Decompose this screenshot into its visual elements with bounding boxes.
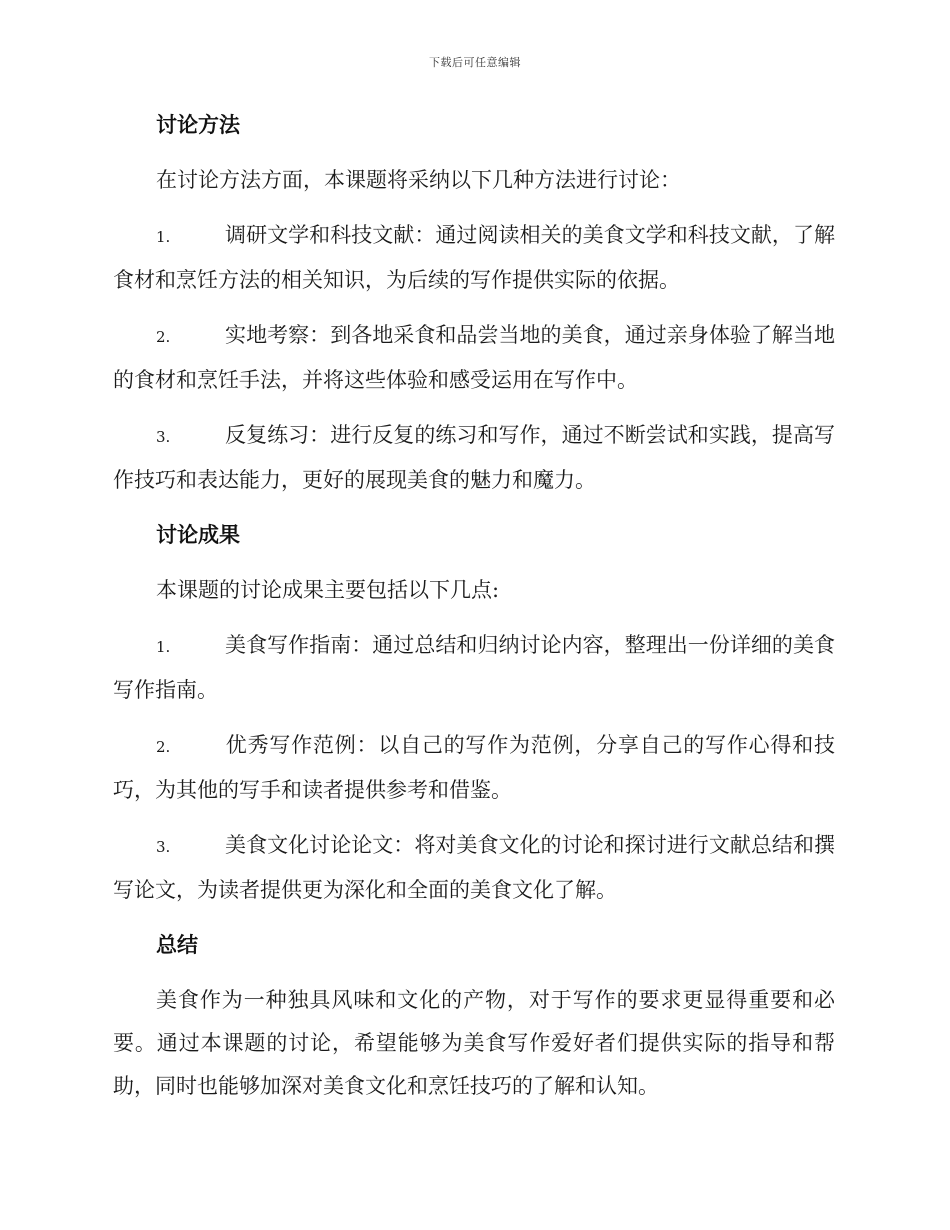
list-item-text: 美食写作指南：通过总结和归纳讨论内容，整理出一份详细的美食写作指南。 <box>113 633 835 702</box>
list-item-number: 2. <box>156 738 171 756</box>
section-heading: 总结 <box>156 933 198 957</box>
section-summary <box>113 924 835 1108</box>
list-item-number: 2. <box>156 328 171 346</box>
section-intro: 本课题的讨论成果主要包括以下几点: <box>156 578 500 602</box>
section-intro: 在讨论方法方面，本课题将采纳以下几种方法进行讨论： <box>156 168 681 192</box>
summary-paragraph: 美食作为一种独具风味和文化的产物，对于写作的要求更显得重要和必要。通过本课题的讨论，希望能够为美食写作爱好者们提供实际的指导和帮助，同时也能够加深对美食文化和烹饪技巧的了解和认知。 <box>113 988 835 1098</box>
list-item-number: 3. <box>156 428 171 446</box>
list-item-text: 优秀写作范例：以自己的写作为范例，分享自己的写作心得和技巧，为其他的写手和读者提供参考和借鉴。 <box>113 733 835 802</box>
list-item <box>113 724 835 812</box>
list-item-number: 1. <box>156 228 171 246</box>
list-item-number: 3. <box>156 838 171 856</box>
list-item-text: 美食文化讨论论文：将对美食文化的讨论和探讨进行文献总结和撰写论文，为读者提供更为深化和全面的美食文化了解。 <box>113 833 835 902</box>
list-item <box>113 624 835 712</box>
section-results <box>113 514 835 912</box>
section-methods <box>113 104 835 502</box>
list-item-text: 实地考察：到各地采食和品尝当地的美食，通过亲身体验了解当地的食材和烹饪手法，并将这些体验和感受运用在写作中。 <box>113 323 835 392</box>
section-heading: 讨论成果 <box>156 523 240 547</box>
list-item <box>113 214 835 302</box>
list-item <box>113 414 835 502</box>
page-header: 下载后可任意编辑 <box>429 56 521 69</box>
document-body <box>113 104 835 1120</box>
list-item-text: 反复练习：进行反复的练习和写作，通过不断尝试和实践，提高写作技巧和表达能力，更好的展现美食的魅力和魔力。 <box>113 423 835 492</box>
list-item <box>113 314 835 402</box>
list-item-number: 1. <box>156 638 171 656</box>
section-heading: 讨论方法 <box>156 113 240 137</box>
list-item-text: 调研文学和科技文献：通过阅读相关的美食文学和科技文献，了解食材和烹饪方法的相关知识，为后续的写作提供实际的依据。 <box>113 223 835 292</box>
list-item <box>113 824 835 912</box>
